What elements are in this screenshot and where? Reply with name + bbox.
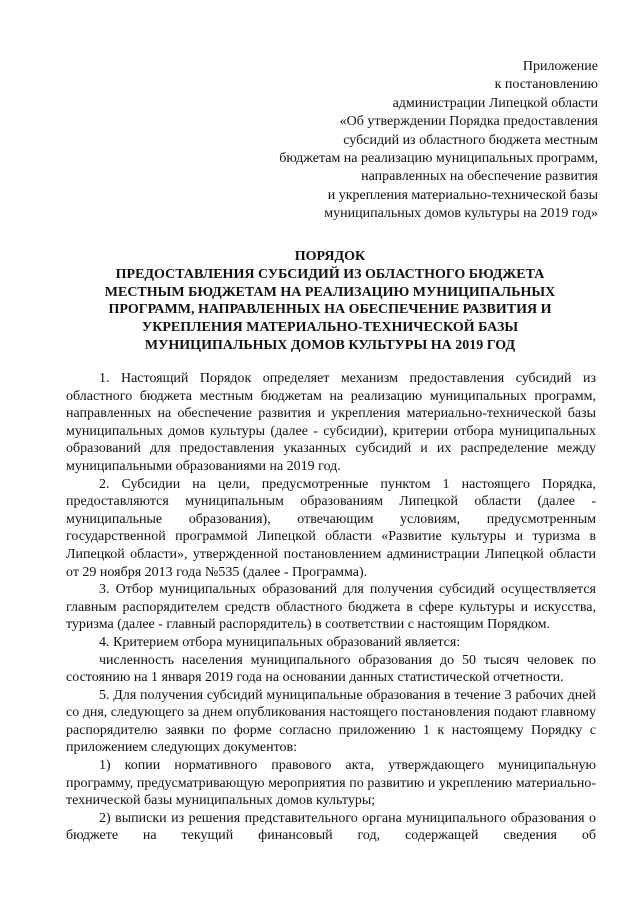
header-line: направленных на обеспечение развития — [361, 169, 598, 185]
title-line: УКРЕПЛЕНИЯ МАТЕРИАЛЬНО-ТЕХНИЧЕСКОЙ БАЗЫ — [141, 320, 519, 336]
document-body — [66, 370, 596, 845]
paragraph-5: 5. Для получения субсидий муниципальные образования в течение 3 рабочих дней со дня, следующего за днем опубликования настоящего постановления подают главному распорядителю заявки по форме согласно приложению 1 к настоящему Порядку с приложением следующих документов: — [66, 687, 596, 756]
header-line: к постановлению — [494, 77, 598, 93]
paragraph-1: 1. Настоящий Порядок определяет механизм предоставления субсидий из областного бюджета местным бюджетам на реализацию муниципальных программ, направленных на обеспечение развития и укрепления материально-технической базы муниципальных домов культуры (далее - субсидии), критерии отбора муниципальных образований для предоставления указанных субсидий и их распределение между муниципальными образованиями на 2019 год. — [66, 371, 596, 474]
title-line: ПОРЯДОК — [294, 249, 366, 264]
document-title — [60, 248, 600, 355]
header-line: «Об утверждении Порядка предоставления — [339, 114, 598, 130]
paragraph-3: 3. Отбор муниципальных образований для получения субсидий осуществляется главным распорядителем средств областного бюджета в сфере культуры и искусства, туризма (далее - главный распорядитель) в соответствии с настоящим Порядком. — [66, 582, 596, 633]
title-line: МУНИЦИПАЛЬНЫХ ДОМОВ КУЛЬТУРЫ НА 2019 ГОД — [144, 337, 516, 353]
header-line: Приложение — [522, 59, 598, 74]
header-line: администрации Липецкой области — [392, 95, 598, 111]
title-line: МЕСТНЫМ БЮДЖЕТАМ НА РЕАЛИЗАЦИЮ МУНИЦИПАЛЬНЫХ — [104, 284, 556, 300]
header-line: муниципальных домов культуры на 2019 год» — [324, 206, 598, 222]
paragraph-5-item-2: 2) выписки из решения представительного органа муниципального образования о бюджете на текущий финансовый год, содержащей сведения об — [66, 810, 596, 844]
paragraph-4-criterion: численность населения муниципального образования до 50 тысяч человек по состоянию на 1 января 2019 года на основании данных статистической отчетности. — [66, 652, 596, 686]
appendix-header — [178, 58, 598, 224]
paragraph-2: 2. Субсидии на цели, предусмотренные пунктом 1 настоящего Порядка, предоставляются муниципальным образованиям Липецкой области (далее - муниципальные образования), отвечающим условиям, предусмотренным государственной программой Липецкой области «Развитие культуры и туризма в Липецкой области», утвержденной постановлением администрации Липецкой области от 29 ноября 2013 года №535 (далее - Программа). — [66, 476, 596, 580]
header-line: субсидий из областного бюджета местным — [343, 132, 598, 148]
paragraph-4: 4. Критерием отбора муниципальных образований является: — [99, 634, 461, 650]
header-line: и укрепления материально-технической базы — [327, 187, 598, 203]
paragraph-5-item-1: 1) копии нормативного правового акта, утверждающего муниципальную программу, предусматривающую мероприятия по развитию и укреплению материально-технической базы муниципальных домов культуры; — [66, 758, 596, 809]
title-line: ПРЕДОСТАВЛЕНИЯ СУБСИДИЙ ИЗ ОБЛАСТНОГО БЮДЖЕТА — [115, 266, 545, 282]
header-line: бюджетам на реализацию муниципальных программ, — [279, 151, 598, 167]
title-line: ПРОГРАММ, НАПРАВЛЕННЫХ НА ОБЕСПЕЧЕНИЕ РАЗВИТИЯ И — [108, 302, 552, 318]
